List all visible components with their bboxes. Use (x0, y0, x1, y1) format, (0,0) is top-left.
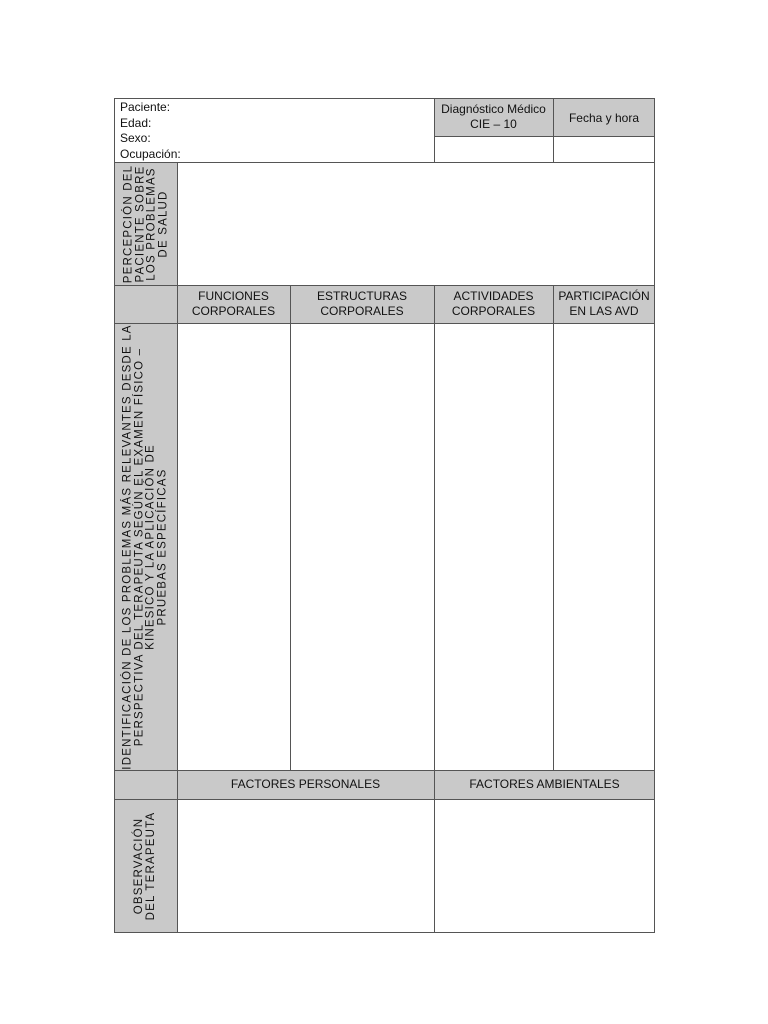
col-funciones-header (177, 289, 290, 319)
fecha-label: Fecha y hora (568, 111, 640, 125)
edad-label: Edad: (120, 115, 152, 130)
col-estructuras-header (290, 289, 434, 319)
patient-info (120, 100, 420, 162)
diagnostico-line1: Diagnóstico Médico (441, 102, 546, 116)
border-row-2 (114, 285, 655, 286)
ocupacion-label: Ocupación: (120, 146, 181, 161)
col-actividades-header (434, 289, 553, 319)
percepcion-line1: PERCEPCIÓN DEL (122, 164, 135, 284)
border-row-5 (114, 799, 655, 800)
border-col-participacion (553, 285, 554, 770)
assessment-form (114, 98, 655, 933)
col-participacion-header (553, 289, 655, 319)
sexo-label: Sexo: (120, 131, 151, 145)
observacion-line2: DEL TERAPEUTA (144, 811, 157, 921)
border-right (654, 98, 655, 933)
paciente-label: Paciente: (120, 100, 171, 114)
funciones-line1: FUNCIONES (198, 289, 269, 303)
factores-ambientales-header: FACTORES AMBIENTALES (469, 777, 620, 791)
estructuras-line2: CORPORALES (320, 304, 404, 318)
border-fecha-left (553, 98, 554, 162)
actividades-line1: ACTIVIDADES (453, 289, 534, 303)
border-bottom (114, 932, 655, 933)
diagnostico-label (434, 102, 553, 132)
observacion-line1: OBSERVACIÓN (133, 817, 145, 915)
identificacion-line4: PRUEBAS ESPECÍFICAS (156, 468, 168, 626)
funciones-line2: CORPORALES (191, 304, 276, 318)
border-col-estructuras (290, 285, 291, 770)
percepcion-line2: PACIENTE SOBRE (134, 165, 146, 283)
identificacion-line1: IDENTIFICACIÓN DE LOS PROBLEMAS MÁS RELEVANTES DESDE LA (121, 324, 134, 770)
percepcion-label-text (124, 163, 168, 286)
identificacion-line3: KINESICO Y LA APLICACIÓN DE (144, 444, 157, 650)
participacion-line1: PARTICIPACIÓN (558, 289, 650, 303)
identificacion-label (123, 324, 169, 771)
percepcion-line3: LOS PROBLEMAS (145, 167, 158, 281)
actividades-line2: CORPORALES (451, 304, 536, 318)
estructuras-line1: ESTRUCTURAS (316, 289, 407, 303)
percepcion-line4: DE SALUD (157, 190, 169, 258)
border-header-mid (434, 136, 655, 137)
participacion-line2: EN LAS AVD (569, 304, 639, 318)
border-top (114, 98, 655, 99)
border-label-col (177, 162, 178, 933)
border-row-3 (114, 323, 655, 324)
border-row-4 (114, 770, 655, 771)
diagnostico-line2: CIE – 10 (470, 117, 517, 131)
identificacion-line2: PERSPECTIVA DEL TERAPEUTA SEGÚN EL EXAMEN FÍSICO – (133, 347, 145, 747)
factores-personales-header: FACTORES PERSONALES (230, 777, 381, 791)
border-left (114, 98, 115, 933)
border-col-actividades (434, 285, 435, 933)
border-row-1 (114, 162, 655, 163)
observacion-label (134, 799, 158, 933)
